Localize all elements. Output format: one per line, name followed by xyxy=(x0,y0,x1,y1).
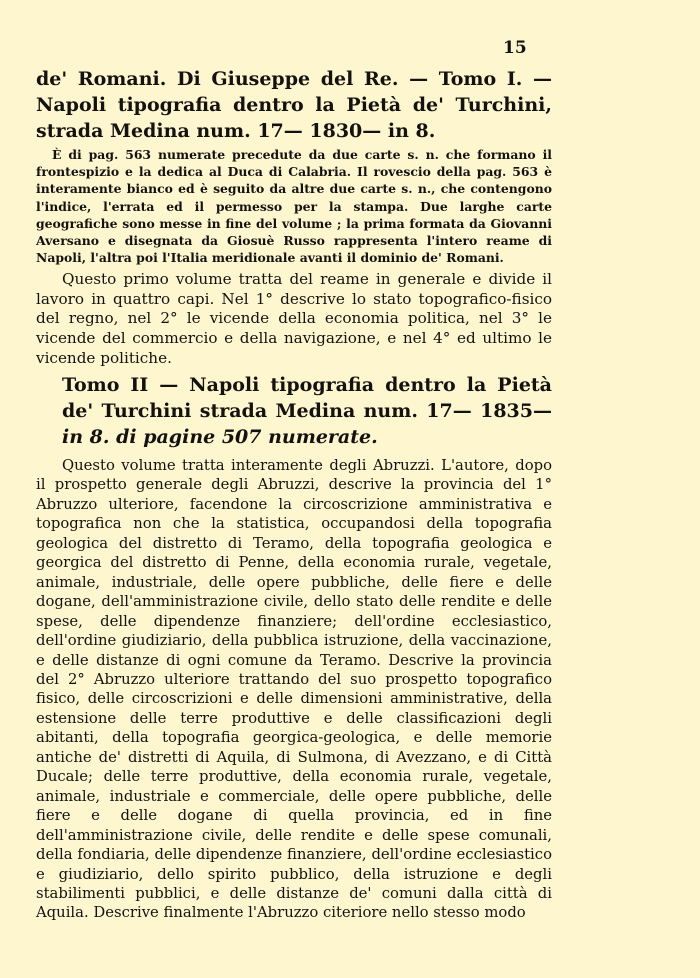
description-paragraph-2: Questo volume tratta interamente degli Abruzzi. L'autore, dopo il prospetto generale degli Abruzzi, descrive la provincia del 1° Abruzzo ulteriore, facendone la circoscrizione amministrativa e topografica non che la statistica, occupandosi della topografia geologica del distretto di Teramo, della topografia geologica e georgica del distretto di Penne, della economia rurale, vegetale, animale, industriale, delle opere pubbliche, delle fiere e delle dogane, dell'amministrazione civile, dello stato delle rendite e delle spese, delle dipendenze finanziere; dell'ordine ecclesiastico, dell'ordine giudiziario, della pubblica istruzione, della vaccinazione, e delle distanze di ogni comune da Teramo. Descrive la provincia del 2° Abruzzo ulteriore trattando del suo prospetto topografico fisico, delle circoscrizioni e delle dimensioni amministrative, della estensione delle terre produttive e delle classificazioni degli abitanti, della topografia georgica-geologica, e delle memorie antiche de' distretti di Aquila, di Sulmona, di Avezzano, e di Città Ducale; delle terre produttive, della economia rurale, vegetale, animale, industriale e commerciale, delle opere pubbliche, delle fiere e delle dogane di quella provincia, ed in fine dell'amministrazione civile, delle rendite e delle spese comunali, della fondiaria, delle dipendenze finanziere, dell'ordine ecclesiastico e giudiziario, dello spirito pubblico, della istruzione e degli stabilimenti pubblici, e delle distanze de' comuni dalla città di Aquila. Descrive finalmente l'Abruzzo citeriore nello stesso modo xyxy=(36,457,552,922)
bibliographic-note: È di pag. 563 numerate precedute da due carte s. n. che formano il frontespizio e la dedica al Duca di Calabria. Il rovescio della pag. 563 è interamente bianco ed è seguito da altre due carte s. n., che contengono l'indice, l'errata ed il permesso per la stampa. Due larghe carte geografiche sono messe in fine del volume ; la prima formata da Giovanni Aversano e disegnata da Giosuè Russo rappresenta l'intero reame di Napoli, l'altra poi l'Italia meridionale avanti il dominio de' Romani. xyxy=(36,147,552,266)
page-number: 15 xyxy=(503,38,527,58)
entry-heading-tomo-2 xyxy=(62,372,552,450)
entry-heading-tomo-1: de' Romani. Di Giuseppe del Re. — Tomo I. — Napoli tipografia dentro la Pietà de' Turchini, strada Medina num. 17— 1830— in 8. xyxy=(36,68,552,142)
heading2-italic: in 8. di pagine 507 numerate. xyxy=(62,426,378,448)
description-paragraph-1: Questo primo volume tratta del reame in generale e divide il lavoro in quattro capi. Nel 1° descrive lo stato topografico-fisico del regno, nel 2° le vicende della economia politica, nel 3° le vicende del commercio e della navigazione, e nel 4° ed ultimo le vicende politiche. xyxy=(36,270,552,367)
heading2-main: Tomo II — Napoli tipografia dentro la Pietà de' Turchini strada Medina num. 17— 1835— xyxy=(62,374,552,422)
